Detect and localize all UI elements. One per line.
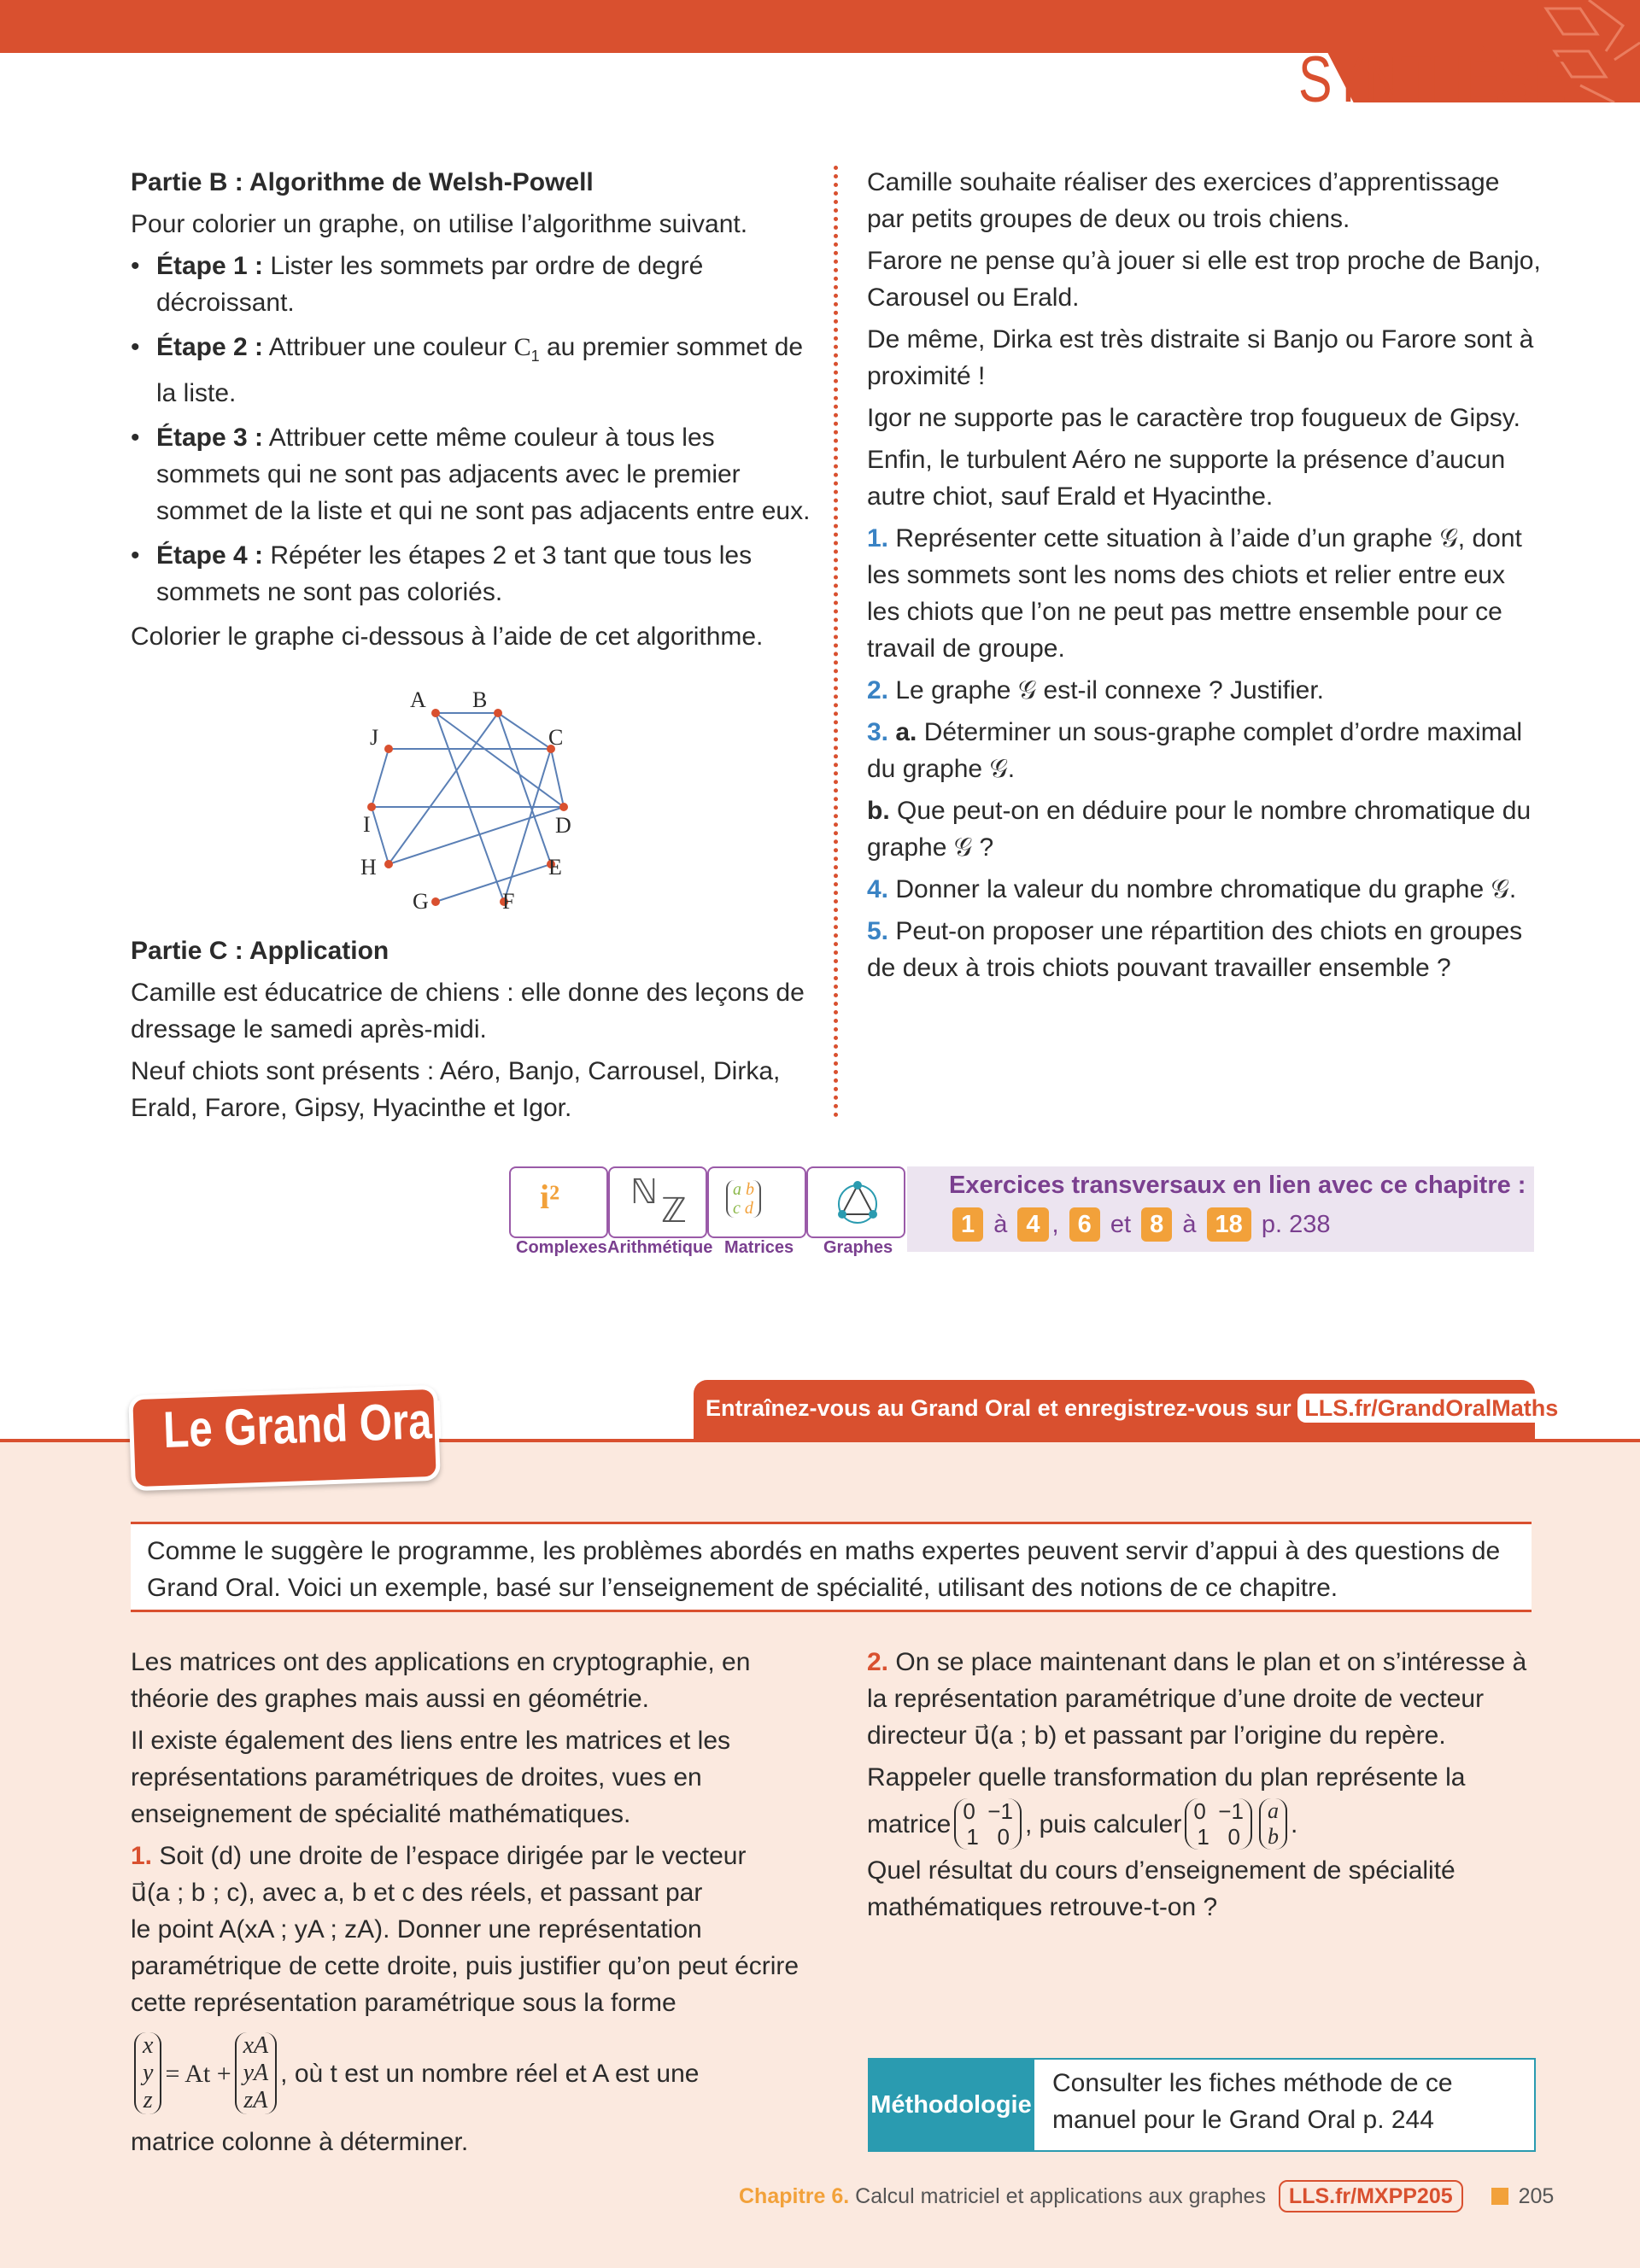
puzzle-matrices[interactable]: [707, 1166, 806, 1238]
label-F: F: [502, 889, 515, 914]
oral-q2-b1: Rappeler quelle transformation du plan représente la: [867, 1763, 1466, 1792]
question-3b: b. Que peut-on en déduire pour le nombre chromatique du graphe 𝒢 ?: [867, 797, 1532, 862]
exercise-badge-18[interactable]: 18: [1207, 1207, 1251, 1242]
partB-intro: Pour colorier un graphe, on utilise l’algorithme suivant.: [131, 210, 748, 238]
partB-conclusion: Colorier le graphe ci-dessous à l’aide de cet algorithme.: [131, 623, 764, 651]
oral-q2-matrix-line: matrice 0 −1 1 0 , puis calculer 0 −1 1 0 a b .: [867, 1798, 1298, 1850]
question-3a: 3. a. Déterminer un sous-graphe complet d’ordre maximal du graphe 𝒢.: [867, 718, 1523, 783]
step-1: • Étape 1 : Lister les sommets par ordre de degré décroissant.: [131, 248, 814, 321]
label-H: H: [360, 855, 377, 880]
grand-oral-link[interactable]: LLS.fr/GrandOralMaths: [1297, 1394, 1565, 1423]
grand-oral-intro: Comme le suggère le programme, les problèmes abordés en maths expertes peuvent servir d’appui à des questions de Grand Oral. Voici un exemple, basé sur l’enseignement de spécialité, utilisant des notions de ce chapitre.: [147, 1537, 1501, 1602]
partC-p1: Camille est éducatrice de chiens : elle donne des leçons de dressage le samedi après-midi.: [131, 979, 805, 1043]
question-4: 4. Donner la valeur du nombre chromatique du graphe 𝒢.: [867, 875, 1517, 903]
puzzle-complexes[interactable]: [509, 1166, 608, 1238]
page-footer: [739, 2180, 1554, 2212]
label-I: I: [363, 812, 371, 837]
transversal-exercises: 1 à 4 , 6 et 8 à 18 p. 238: [949, 1207, 1331, 1242]
exercise-badge-8[interactable]: 8: [1141, 1207, 1172, 1242]
question-5: 5. Peut-on proposer une répartition des chiots en groupes de deux à trois chiots pouvant travailler ensemble ?: [867, 917, 1523, 982]
rotation-matrix: 0 −1 1 0: [954, 1798, 1022, 1850]
label-E: E: [548, 855, 562, 880]
question-2: 2. Le graphe 𝒢 est-il connexe ? Justifier.: [867, 676, 1325, 704]
vertex-A: [431, 709, 440, 717]
step-2: • Étape 2 : Attribuer une couleur $C_1$ au premier sommet de la liste.: [131, 329, 814, 412]
vertex-G: [431, 897, 440, 906]
column-divider: [834, 166, 838, 1118]
transversal-title: Exercices transversaux en lien avec ce chapitre :: [949, 1172, 1526, 1199]
partC-section: [131, 932, 814, 1131]
exercise-page-ref: p. 238: [1261, 1211, 1331, 1238]
methodology-label: Méthodologie: [868, 2058, 1034, 2152]
puzzle-arithmetique[interactable]: [608, 1166, 707, 1238]
exercise-badge-4[interactable]: 4: [1017, 1207, 1048, 1242]
oral-q2-c: Quel résultat du cours d’enseignement de spécialité mathématiques retrouve-t-on ?: [867, 1856, 1456, 1921]
header-bar: [0, 0, 1281, 53]
oral-right-column: [867, 1644, 1542, 1931]
vertex-D: [559, 803, 568, 811]
partB-title: Partie B : Algorithme de Welsh-Powell: [131, 168, 594, 196]
oral-left-p2: Il existe également des liens entre les matrices et les représentations paramétriques de droites, vues en enseignement de spécialité mathématiques.: [131, 1727, 730, 1828]
vertex-B: [494, 709, 502, 717]
footer-square-icon: [1491, 2188, 1508, 2205]
label-graphes: Graphes: [823, 1238, 893, 1257]
right-p5: Enfin, le turbulent Aéro ne supporte la présence d’aucun autre chiot, sauf Erald et Hyacinthe.: [867, 446, 1506, 511]
page-title: SYNTHÈSE: [1298, 44, 1567, 116]
oral-q1-c: le point A(xA ; yA ; zA). Donner une représentation paramétrique de cette droite, puis justifier qu’on peut écrire cette représentation paramétrique sous la forme: [131, 1915, 800, 2017]
partB-section: [131, 164, 814, 660]
label-D: D: [555, 813, 571, 838]
rotation-matrix-2: 0 −1 1 0: [1185, 1798, 1252, 1850]
partC-p2: Neuf chiots sont présents : Aéro, Banjo, Carrousel, Dirka, Erald, Farore, Gipsy, Hyacinthe et Igor.: [131, 1057, 781, 1122]
step-3: • Étape 3 : Attribuer cette même couleur à tous les sommets qui ne sont pas adjacents avec le premier sommet de la liste et qui ne sont pas adjacents entre eux.: [131, 419, 814, 529]
footer-link[interactable]: LLS.fr/MXPP205: [1279, 2180, 1463, 2212]
vertex-I: [367, 803, 376, 811]
oral-q2: 2. On se place maintenant dans le plan et on s’intéresse à la représentation paramétrique d’une droite de vecteur directeur u⃗(a ; b) et passant par l’origine du repère.: [867, 1648, 1527, 1750]
vector-xyz: x y z: [134, 2032, 161, 2114]
integers-icon: ℤ: [661, 1191, 687, 1230]
complexes-icon: i²: [540, 1178, 560, 1216]
exercise-badge-6[interactable]: 6: [1069, 1207, 1100, 1242]
label-B: B: [472, 692, 488, 712]
exercise-badge-1[interactable]: 1: [952, 1207, 983, 1242]
right-p4: Igor ne supporte pas le caractère trop fougueux de Gipsy.: [867, 404, 1520, 432]
naturals-icon: ℕ: [630, 1172, 659, 1211]
oral-q1-a: 1. Soit (d) une droite de l’espace dirigée par le vecteur: [131, 1842, 747, 1870]
oral-left-p1: Les matrices ont des applications en cryptographie, en théorie des graphes mais aussi en géométrie.: [131, 1648, 751, 1713]
graph-icon: [830, 1175, 885, 1230]
page-number: 205: [1518, 2184, 1555, 2208]
right-p3: De même, Dirka est très distraite si Banjo ou Farore sont à proximité !: [867, 325, 1534, 390]
label-C: C: [548, 725, 564, 750]
vertex-H: [384, 860, 393, 868]
vertex-J: [384, 745, 393, 753]
vector-ab: a b: [1259, 1798, 1287, 1850]
right-p1: Camille souhaite réaliser des exercices d’apprentissage par petits groupes de deux ou trois chiens.: [867, 168, 1500, 233]
right-p2: Farore ne pense qu’à jouer si elle est trop proche de Banjo, Carousel ou Erald.: [867, 247, 1541, 312]
label-matrices: Matrices: [724, 1238, 794, 1257]
vector-A: xA yA zA: [235, 2032, 278, 2114]
label-J: J: [370, 725, 379, 750]
label-G: G: [413, 889, 429, 914]
puzzle-graphes[interactable]: [806, 1166, 905, 1238]
label-A: A: [410, 692, 426, 712]
grand-oral-title: Le Grand Oral: [162, 1391, 445, 1458]
oral-q1-b: u⃗(a ; b ; c), avec a, b et c des réels, et passant par: [131, 1879, 703, 1907]
oral-q1-e: matrice colonne à déterminer.: [131, 2128, 469, 2156]
matrix-icon: a b c d: [726, 1180, 761, 1218]
label-arithmetique: Arithmétique: [607, 1238, 713, 1257]
right-column: [867, 164, 1542, 991]
partC-title: Partie C : Application: [131, 937, 390, 965]
methodology-text: Consulter les fiches méthode de ce manuel pour le Grand Oral p. 244: [1052, 2069, 1453, 2134]
question-1: 1. Représenter cette situation à l’aide d’un graphe 𝒢, dont les sommets sont les noms des chiots et relier entre eux les chiots que l’on ne peut pas mettre ensemble pour ce travail de groupe.: [867, 524, 1522, 663]
oral-left-column: [131, 1644, 814, 2160]
footer-chapter: Chapitre 6.: [739, 2184, 850, 2208]
footer-title: Calcul matriciel et applications aux graphes: [855, 2184, 1266, 2208]
step-4: • Étape 4 : Répéter les étapes 2 et 3 tant que tous les sommets ne sont pas coloriés.: [131, 537, 814, 611]
oral-equation: x y z = At + xA yA zA , où t est un nombre réel et A est une: [131, 2023, 814, 2124]
label-complexes: Complexes: [516, 1238, 607, 1257]
graph-diagram: [342, 692, 598, 914]
grand-oral-banner-text: Entraînez-vous au Grand Oral et enregistrez-vous sur LLS.fr/GrandOralMaths: [706, 1394, 1565, 1423]
